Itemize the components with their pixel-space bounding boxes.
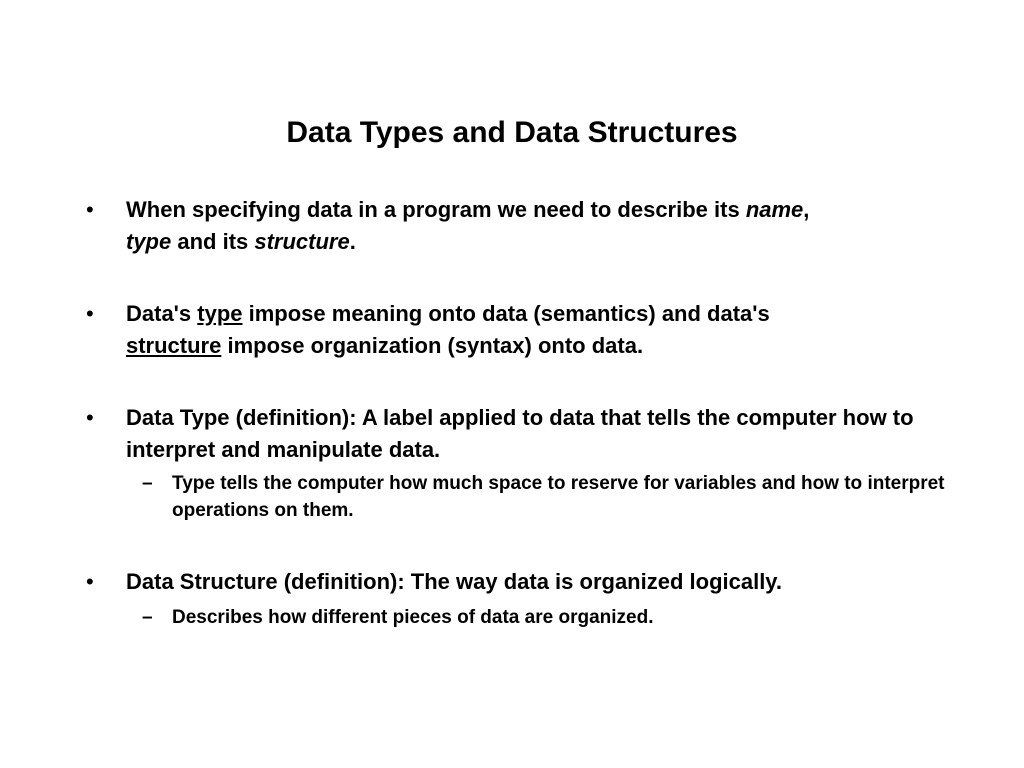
bullet-text-part: impose organization (syntax) onto data. (221, 333, 644, 358)
bullet-text (126, 194, 956, 258)
bullet-text: Data Type (definition): A label applied to data that tells the computer how to interpret and manipulate data. (126, 405, 914, 462)
bullet-text-part: and its (171, 229, 255, 254)
bullet-text (126, 298, 956, 362)
sub-marker: – (142, 607, 153, 628)
emphasis-name: name (745, 197, 804, 222)
bullet-text-part: . (349, 229, 356, 254)
bullet-text-part: When specifying data in a program we need to describe its (126, 197, 746, 222)
bullet-text-part: , (803, 197, 810, 222)
bullet-marker: • (86, 301, 94, 326)
underlined-structure: structure (126, 333, 222, 358)
sub-marker: – (142, 473, 153, 494)
bullet-text-part: impose meaning onto data (semantics) and data's (242, 301, 770, 326)
bullet-text: Data Structure (definition): The way data is organized logically. (126, 569, 783, 594)
emphasis-type: type (126, 229, 172, 254)
bullet-marker: • (86, 569, 94, 594)
bullet-marker: • (86, 197, 94, 222)
emphasis-structure: structure (254, 229, 350, 254)
sub-text: Type tells the computer how much space to reserve for variables and how to interpret operations on them. (172, 473, 945, 521)
bullet-marker: • (86, 405, 94, 430)
bullet-text-part: Data's (126, 301, 198, 326)
slide-title: Data Types and Data Structures (286, 116, 738, 149)
underlined-type: type (197, 301, 243, 326)
sub-text: Describes how different pieces of data are organized. (172, 607, 654, 628)
